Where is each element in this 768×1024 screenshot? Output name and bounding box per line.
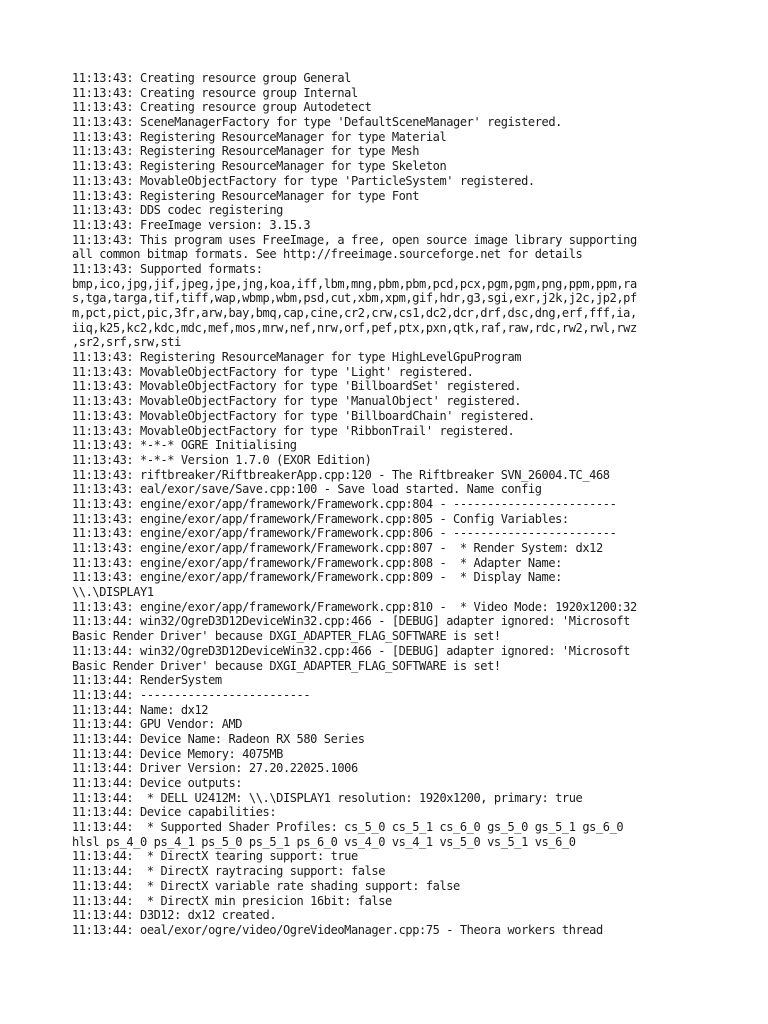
log-line: 11:13:43: Creating resource group General: [72, 71, 351, 85]
log-line: iiq,k25,kc2,kdc,mdc,mef,mos,mrw,nef,nrw,orf,pef,ptx,pxn,qtk,raf,raw,rdc,rw2,rwl,rwz: [72, 320, 637, 335]
log-line: 11:13:43: Registering ResourceManager for type Font: [72, 188, 420, 203]
log-line: 11:13:43: Creating resource group Internal: [72, 85, 358, 100]
log-line: 11:13:43: Supported formats:: [72, 261, 263, 276]
log-line: 11:13:43: engine/exor/app/framework/Framework.cpp:810 - * Video Mode: 1920x1200:32: [72, 599, 637, 614]
log-text: [72, 71, 702, 938]
log-line: m,pct,pict,pic,3fr,arw,bay,bmq,cap,cine,cr2,crw,cs1,dc2,dcr,drf,dsc,dng,erf,fff,ia,: [72, 306, 637, 320]
log-line: 11:13:44: * DirectX min presicion 16bit: false: [72, 893, 392, 908]
log-line: 11:13:43: MovableObjectFactory for type 'Light' registered.: [72, 364, 474, 379]
log-line: 11:13:44: Device Name: Radeon RX 580 Series: [72, 731, 365, 746]
log-line: 11:13:44: win32/OgreD3D12DeviceWin32.cpp:466 - [DEBUG] adapter ignored: 'Microsoft: [72, 643, 630, 658]
log-line: 11:13:43: Registering ResourceManager for type Skeleton: [72, 159, 447, 174]
log-line: 11:13:43: Registering ResourceManager for type Mesh: [72, 144, 420, 159]
log-line: 11:13:44: oeal/exor/ogre/video/OgreVideoManager.cpp:75 - Theora workers thread: [72, 922, 603, 937]
log-line: 11:13:44: * DirectX variable rate shading support: false: [72, 878, 460, 893]
log-line: 11:13:43: engine/exor/app/framework/Framework.cpp:805 - Config Variables:: [72, 511, 569, 526]
log-line: 11:13:44: * Supported Shader Profiles: cs_5_0 cs_5_1 cs_6_0 gs_5_0 gs_5_1 gs_6_0: [72, 820, 624, 835]
log-line: 11:13:43: FreeImage version: 3.15.3: [72, 217, 311, 232]
log-line: 11:13:44: Driver Version: 27.20.22025.1006: [72, 761, 358, 776]
log-line: 11:13:43: MovableObjectFactory for type 'BillboardSet' registered.: [72, 379, 522, 394]
log-line: 11:13:44: Device capabilities:: [72, 805, 277, 820]
log-line: 11:13:43: MovableObjectFactory for type 'ManualObject' registered.: [72, 394, 522, 409]
log-line: 11:13:43: MovableObjectFactory for type 'ParticleSystem' registered.: [72, 173, 535, 188]
log-line: 11:13:44: D3D12: dx12 created.: [72, 908, 277, 923]
log-line: 11:13:43: Registering ResourceManager for type Material: [72, 129, 447, 144]
log-line: 11:13:43: engine/exor/app/framework/Framework.cpp:804 - ------------------------: [72, 496, 617, 511]
log-line: 11:13:44: * DirectX raytracing support: false: [72, 864, 386, 879]
log-line: 11:13:43: DDS codec registering: [72, 203, 283, 218]
log-line: 11:13:43: engine/exor/app/framework/Framework.cpp:807 - * Render System: dx12: [72, 541, 603, 555]
log-line: 11:13:44: win32/OgreD3D12DeviceWin32.cpp:466 - [DEBUG] adapter ignored: 'Microsoft: [72, 614, 630, 629]
log-line: 11:13:43: engine/exor/app/framework/Framework.cpp:809 - * Display Name:: [72, 570, 562, 585]
log-line: 11:13:44: RenderSystem: [72, 673, 222, 688]
log-line: 11:13:43: engine/exor/app/framework/Framework.cpp:808 - * Adapter Name:: [72, 555, 562, 570]
log-line: 11:13:43: MovableObjectFactory for type 'BillboardChain' registered.: [72, 408, 535, 423]
log-line: 11:13:44: -------------------------: [72, 687, 311, 702]
log-line: 11:13:44: Name: dx12: [72, 702, 209, 717]
log-line: 11:13:43: MovableObjectFactory for type 'RibbonTrail' registered.: [72, 423, 515, 438]
log-line: \\.\DISPLAY1: [72, 585, 154, 600]
log-line: 11:13:44: * DirectX tearing support: true: [72, 849, 358, 864]
log-line: hlsl ps_4_0 ps_4_1 ps_5_0 ps_5_1 ps_6_0 vs_4_0 vs_4_1 vs_5_0 vs_5_1 vs_6_0: [72, 834, 576, 849]
log-line: 11:13:43: engine/exor/app/framework/Framework.cpp:806 - ------------------------: [72, 526, 617, 541]
log-line: 11:13:44: GPU Vendor: AMD: [72, 717, 243, 732]
log-line: 11:13:44: Device outputs:: [72, 776, 243, 790]
log-line: 11:13:43: riftbreaker/RiftbreakerApp.cpp:120 - The Riftbreaker SVN_26004.TC_468: [72, 467, 610, 482]
log-line: 11:13:43: eal/exor/save/Save.cpp:100 - Save load started. Name config: [72, 482, 542, 497]
log-line: 11:13:43: Registering ResourceManager for type HighLevelGpuProgram: [72, 350, 522, 365]
log-line: 11:13:43: Creating resource group Autodetect: [72, 100, 372, 115]
log-line: Basic Render Driver' because DXGI_ADAPTER_FLAG_SOFTWARE is set!: [72, 658, 501, 673]
log-line: ,sr2,srf,srw,sti: [72, 335, 181, 350]
log-line: 11:13:43: SceneManagerFactory for type 'DefaultSceneManager' registered.: [72, 115, 562, 130]
log-line: 11:13:44: * DELL U2412M: \\.\DISPLAY1 resolution: 1920x1200, primary: true: [72, 790, 583, 805]
log-line: s,tga,targa,tif,tiff,wap,wbmp,wbm,psd,cut,xbm,xpm,gif,hdr,g3,sgi,exr,j2k,j2c,jp2,pf: [72, 291, 637, 306]
log-line: all common bitmap formats. See http://freeimage.sourceforge.net for details: [72, 247, 583, 262]
log-line: 11:13:43: *-*-* OGRE Initialising: [72, 438, 297, 453]
log-line: 11:13:43: *-*-* Version 1.7.0 (EXOR Edition): [72, 452, 372, 467]
log-line: bmp,ico,jpg,jif,jpeg,jpe,jng,koa,iff,lbm,mng,pbm,pbm,pcd,pcx,pgm,pgm,png,ppm,ppm,ra: [72, 276, 637, 291]
log-line: 11:13:43: This program uses FreeImage, a free, open source image library supporting: [72, 232, 637, 247]
log-line: Basic Render Driver' because DXGI_ADAPTER_FLAG_SOFTWARE is set!: [72, 629, 501, 644]
log-line: 11:13:44: Device Memory: 4075MB: [72, 746, 283, 761]
